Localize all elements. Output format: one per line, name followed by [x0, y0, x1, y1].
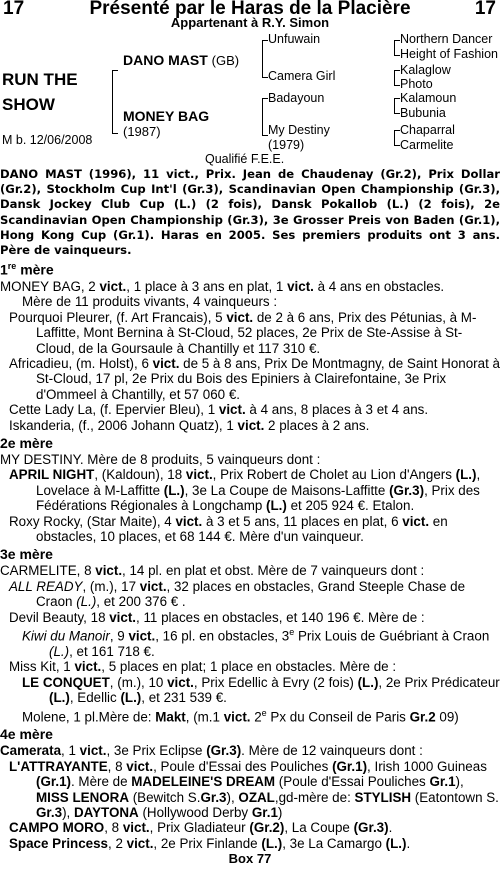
first-dam-line: MONEY BAG, 2 vict., 1 place à 3 ans en plat, 1 vict. à 4 ans en obstacles. — [0, 278, 445, 294]
section-fourth-dam: 4e mère — [0, 726, 53, 743]
produce-entry: Pourquoi Pleurer, (f. Art Francais), 5 vict. de 2 à 6 ans, Prix des Pétunias, à M-Laffitte, Mont Bernina à St-Cloud, 52 places, 2e Prix de Ste-Assise à St-Cloud, de la Goursaule à Chantilly et 117 310 €. — [9, 309, 477, 356]
produce-entry: Space Princess, 2 vict., 2e Prix Finlande (L.), 3e La Camargo (L.). — [9, 835, 411, 851]
qualification: Qualifié F.E.E. — [205, 152, 285, 166]
sire-paragraph: DANO MAST (1996), 11 vict., Prix. Jean de Chaudenay (Gr.2), Prix Dollar (Gr.2), Stockholm Cup Int'l (Gr.3), Scandinavian Open Championship (Gr.3), Dansk Jockey Club Cup (L.) (2 fois), Dansk Pokallob (L.) (2 fois), 2e Scandinavian Open Championship (Gr.3), 3e Grosser Preis von Baden (Gr.1), Hong Kong Cup (Gr.1). Haras en 2005. Ses premiers produits ont 3 ans. Père de vainqueurs. — [0, 167, 500, 258]
produce-entry: Devil Beauty, 18 vict., 11 places en obstacles, et 140 196 €. Mère de : — [9, 609, 425, 625]
grandsire-2: Badayoun — [268, 91, 325, 105]
sire-name: DANO MAST — [123, 52, 208, 68]
lot-number-left: 17 — [3, 0, 25, 19]
horse-name-line2: SHOW — [2, 95, 55, 114]
ggparent-8: Carmelite — [400, 138, 454, 152]
produce-entry: ALL READY, (m.), 17 vict., 32 places en obstacles, Grand Steeple Chase de Craon (L.), et 200 376 € . — [9, 578, 466, 610]
ggparent-2: Height of Fashion — [400, 47, 498, 61]
produce-entry: APRIL NIGHT, (Kaldoun), 18 vict., Prix Robert de Cholet au Lion d'Angers (L.), Lovelace à M-Laffitte (L.), 3e La Coupe de Maisons-Laffitte (Gr.3), Prix des Fédérations Régionales à Longchamp (L.) et 205 924 €. Etalon. — [9, 467, 481, 514]
ggparent-5: Kalamoun — [400, 91, 457, 105]
ggparent-4: Photo — [400, 77, 433, 91]
fourth-dam-line: Camerata, 1 vict., 3e Prix Eclipse (Gr.3). Mère de 12 vainqueurs dont : — [0, 743, 423, 759]
third-dam-line: CARMELITE, 8 vict., 14 pl. en plat et obst. Mère de 7 vainqueurs dont : — [0, 563, 425, 579]
produce-entry: L'ATTRAYANTE, 8 vict., Poule d'Essai des Pouliches (Gr.1), Irish 1000 Guineas (Gr.1). Mère de MADELEINE'S DREAM (Poule d'Essai Pouliches Gr.1), MISS LENORA (Bewitch S.Gr.3), OZAL,gd-mère de: STYLISH (Eatontown S. Gr.3), DAYTONA (Hollywood Derby Gr.1) — [9, 758, 499, 820]
grandsire-1: Unfuwain — [268, 32, 321, 46]
produce-entry: Kiwi du Manoir, 9 vict., 16 pl. en obstacles, 3e Prix Louis de Guébriant à Craon (L.), et 161 718 €. — [22, 627, 490, 659]
produce-entry: LE CONQUET, (m.), 10 vict., Prix Edellic à Evry (2 fois) (L.), 2e Prix Prédicateur (L.), Edellic (L.), et 231 539 €. — [22, 674, 500, 706]
dam-year: (1987) — [123, 124, 161, 139]
produce-entry: Molene, 1 pl.Mère de: Makt, (m.1 vict. 2e Px du Conseil de Paris Gr.2 09) — [22, 707, 459, 724]
ggparent-1: Northern Dancer — [400, 32, 493, 46]
granddam-1: Camera Girl — [268, 69, 336, 83]
section-second-dam: 2e mère — [0, 434, 53, 451]
birth-info: M b. 12/06/2008 — [2, 133, 93, 147]
produce-entry: Africadieu, (m. Holst), 6 vict. de 5 à 8 ans, Prix De Montmagny, de Saint Honorat à St-Cloud, 17 pl, 2e Prix du Bois des Epiniers à Clairefontaine, 3e Prix d'Ommeel à Chantilly, et 57 060 €. — [9, 355, 500, 402]
sire-country: (GB) — [211, 53, 240, 68]
produce-entry: Cette Lady La, (f. Epervier Bleu), 1 vict. à 4 ans, 8 places à 3 et 4 ans. — [9, 402, 429, 418]
horse-name-line1: RUN THE — [2, 70, 78, 89]
box-number: Box 77 — [228, 851, 272, 867]
section-first-dam: 1re mère — [0, 261, 54, 278]
produce-entry: Roxy Rocky, (Star Maite), 4 vict. à 3 et 5 ans, 11 places en plat, 6 vict. en obstacles, 10 places, et 68 144 €. Mère d'un vainqueur. — [9, 513, 448, 544]
page-title: Présenté par le Haras de la Placière — [89, 0, 411, 19]
granddam-2-year: (1979) — [268, 138, 305, 152]
produce-entry: Miss Kit, 1 vict., 5 places en plat; 1 place en obstacles. Mère de : — [9, 659, 397, 675]
granddam-2: My Destiny — [268, 123, 330, 137]
lot-number-right: 17 — [474, 0, 496, 19]
produce-entry: CAMPO MORO, 8 vict., Prix Gladiateur (Gr.2), La Coupe (Gr.3). — [9, 820, 393, 836]
ggparent-6: Bubunia — [400, 106, 446, 120]
owner-line: Appartenant à R.Y. Simon — [170, 15, 330, 30]
produce-entry: Iskanderia, (f., 2006 Johann Quatz), 1 vict. 2 places à 2 ans. — [9, 417, 370, 433]
dam-name: MONEY BAG — [123, 108, 210, 124]
ggparent-7: Chaparral — [400, 123, 455, 137]
ggparent-3: Kalaglow — [400, 63, 451, 77]
catalogue-text — [0, 167, 500, 867]
second-dam-line: MY DESTINY. Mère de 8 produits, 5 vainqueurs dont : — [0, 451, 321, 467]
first-dam-summary: Mère de 11 produits vivants, 4 vainqueurs : — [22, 294, 278, 310]
section-third-dam: 3e mère — [0, 546, 53, 563]
bracket-parents — [112, 70, 118, 134]
